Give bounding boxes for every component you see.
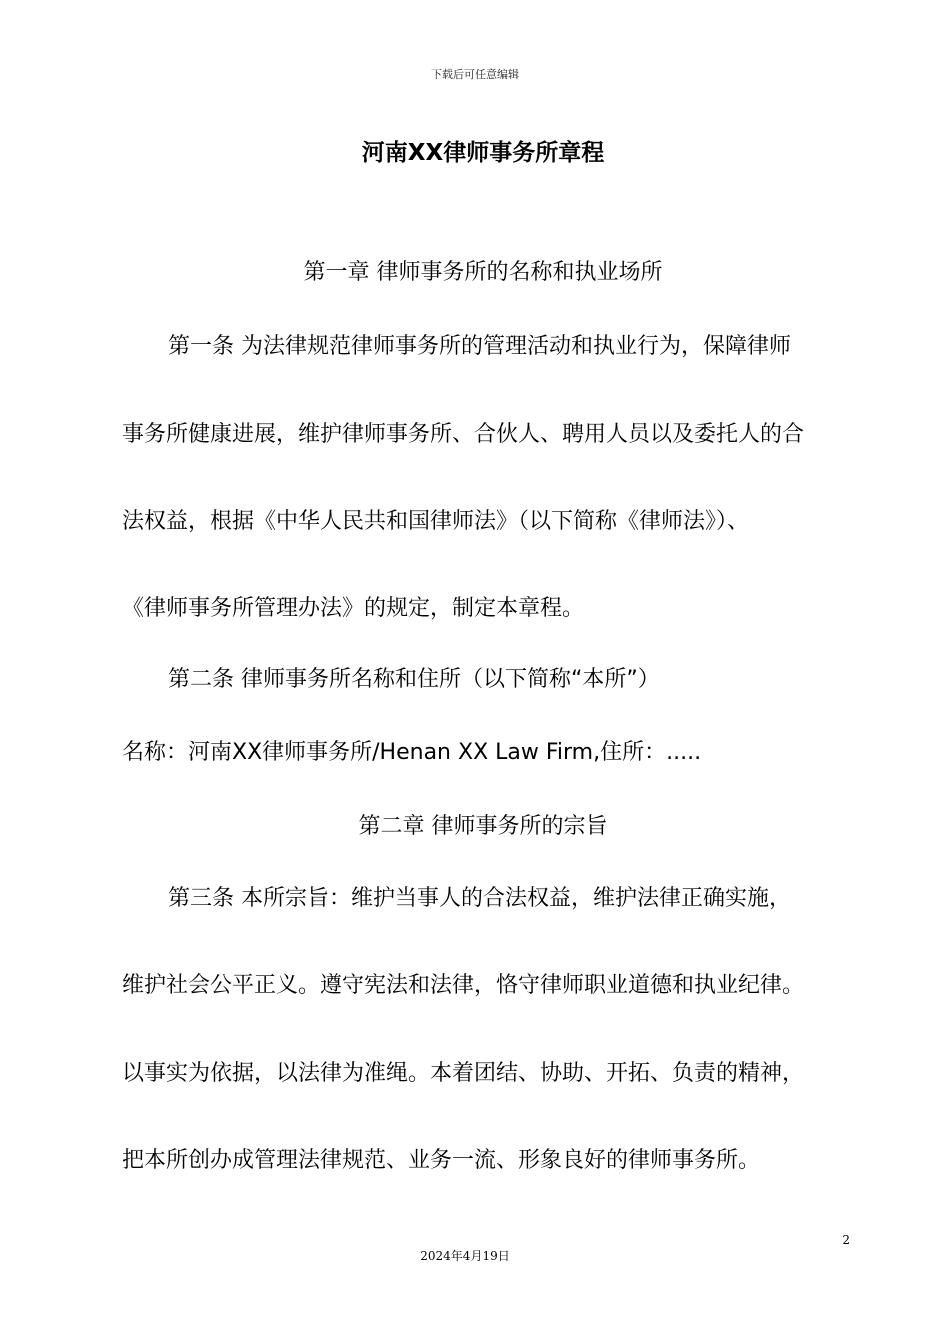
article-3-line-4: 把本所创办成管理法律规范、业务一流、形象良好的律师事务所。 bbox=[122, 1148, 761, 1173]
article-2-line: 第二条 律师事务所名称和住所（以下简称“本所”） bbox=[168, 667, 660, 692]
article-1-line-3: 法权益，根据《中华人民共和国律师法》（以下简称《律师法》）、 bbox=[122, 509, 750, 534]
page-number: 2 bbox=[842, 1233, 850, 1247]
article-3-line-2: 维护社会公平正义。遵守宪法和法律，恪守律师职业道德和执业纪律。 bbox=[122, 973, 805, 998]
article-3-line-1: 第三条 本所宗旨：维护当事人的合法权益，维护法律正确实施， bbox=[168, 886, 791, 911]
document-title: 河南XX律师事务所章程 bbox=[361, 140, 605, 166]
article-3-line-3: 以事实为依据，以法律为准绳。本着团结、协助、开拓、负责的精神， bbox=[122, 1061, 805, 1086]
article-1-line-4: 《律师事务所管理办法》的规定，制定本章程。 bbox=[122, 596, 585, 621]
footer-date: 2024年4月19日 bbox=[420, 1249, 510, 1263]
article-1-line-2: 事务所健康进展，维护律师事务所、合伙人、聘用人员以及委托人的合 bbox=[122, 422, 805, 447]
chapter-2-heading: 第二章 律师事务所的宗旨 bbox=[358, 814, 608, 839]
article-2-detail: 名称：河南XX律师事务所/Henan XX Law Firm,住所：..... bbox=[122, 740, 702, 765]
header-note: 下载后可任意编辑 bbox=[431, 68, 519, 81]
chapter-1-heading: 第一章 律师事务所的名称和执业场所 bbox=[303, 260, 663, 285]
article-1-line-1: 第一条 为法律规范律师事务所的管理活动和执业行为，保障律师 bbox=[168, 334, 791, 359]
